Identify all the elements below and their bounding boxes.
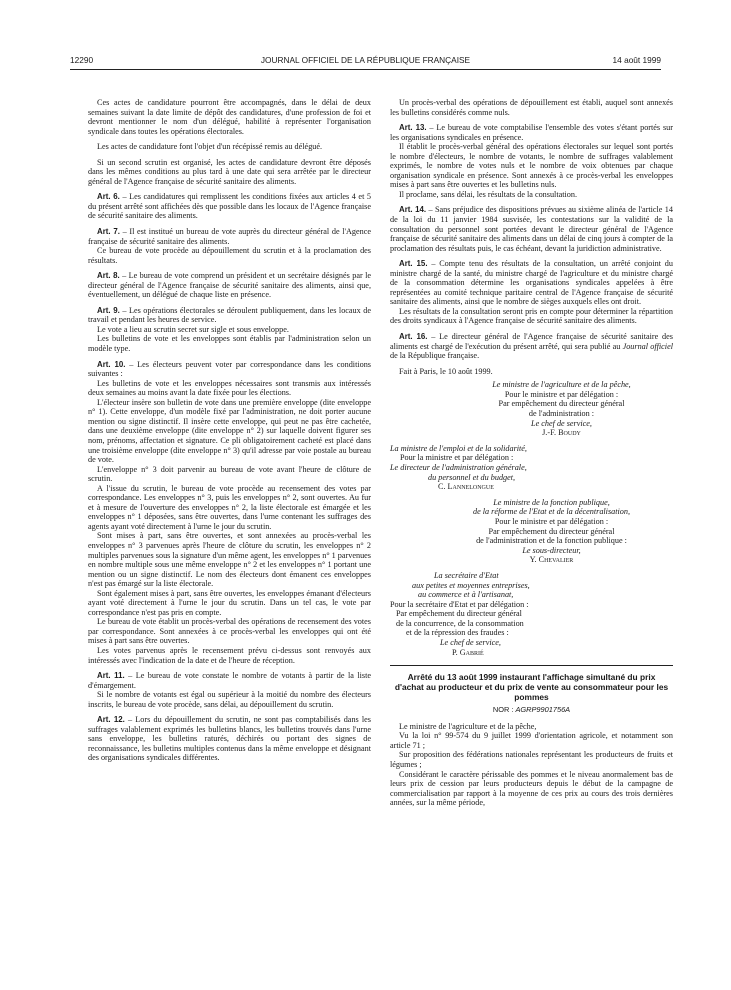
paragraph: Ce bureau de vote procède au dépouillement du scrutin et à la proclamation des résultats.: [88, 246, 371, 265]
article-label: Art. 12.: [97, 715, 125, 725]
paragraph: Vu la loi n° 99-574 du 9 juillet 1999 d'orientation agricole, et notamment son article 71 ;: [390, 731, 673, 750]
article-7: Art. 7. – Il est institué un bureau de vote auprès du directeur général de l'Agence française de sécurité sanitaire des aliments.: [88, 227, 371, 246]
article-label: Art. 8.: [97, 271, 120, 281]
paragraph: Il établit le procès-verbal général des opérations électorales sur lequel sont portés le nombre d'électeurs, le nombre de votants, le nombre de suffrages valablement exprimés, le nombre de votes nuls et le nombre de voix obtenues par chaque organisation syndicale en présence. Sont annexés à ce procès-verbal les enveloppes mises à part sans être ouvertes et les bulletins nuls.: [390, 142, 673, 190]
paragraph: Ces actes de candidature pourront être accompagnés, dans le délai de deux semaines suivant la date limite de dépôt des candidatures, d'une profession de foi et devront mentionner le nom d'un délégué, habilité à représenter l'organisation syndicale dans toutes les opérations électorales.: [88, 98, 371, 136]
paragraph: L'électeur insère son bulletin de vote dans une première enveloppe (dite enveloppe n° 1). Cette enveloppe, d'un modèle fixé par l'administration, ne doit porter aucune mention ou signe distinctif. Il insère cette enveloppe, qui peut ne pas être cachetée, dans une deuxième enveloppe (dite enveloppe n° 2) sur laquelle doivent figurer ses nom, prénoms, affectation et signature. Ce pli obligatoirement cacheté est placé dans une troisième enveloppe (dite enveloppe n° 3) qu'il adresse par voie postale au bureau de vote.: [88, 397, 371, 465]
done-at: Fait à Paris, le 10 août 1999.: [399, 366, 493, 376]
section-separator: [390, 665, 673, 666]
paragraph: Les bulletins de vote et les enveloppes sont établis par l'administration selon un modèle type.: [88, 334, 371, 354]
article-label: Art. 6.: [97, 192, 120, 202]
nor-reference: NOR : AGRP9901756A: [492, 705, 571, 715]
paragraph: Les résultats de la consultation seront pris en compte pour déterminer la répartition des droits syndicaux à l'Agence française de sécurité sanitaire des aliments.: [390, 306, 673, 326]
paragraph: Sont mises à part, sans être ouvertes, et sont annexées au procès-verbal les enveloppes n° 3 parvenues après l'heure de clôture du scrutin, les enveloppes n° 2 multiples parvenues sous la signature d'un même agent, les enveloppes n° 1 parvenues en nombre multiple sous une même enveloppe n° 2 et les enveloppes n° 1 portant une mention ou un signe distinctif. Le nom des électeurs dont émanent ces enveloppes n'est pas émargé sur la liste électorale.: [88, 531, 371, 589]
article-6: Art. 6. – Les candidatures qui remplissent les conditions fixées aux articles 4 et 5 du présent arrêté sont affichées dès que possible dans les locaux de l'Agence française de sécurité sanitaire des aliments.: [88, 192, 372, 221]
page-number: 12290: [70, 55, 94, 65]
article-label: Art. 7.: [97, 227, 120, 237]
article-label: Art. 9.: [97, 305, 120, 315]
header-rule: [70, 69, 661, 70]
article-14: Art. 14. – Sans préjudice des dispositions prévues au sixième alinéa de l'article 14 de la loi du 11 janvier 1984 susvisée, les contestations sur la validité de la consultation du personnel sont portées devant le directeur général de l'Agence française de sécurité sanitaire des aliments dans un délai de cinq jours à compter de la proclamation des résultats puis, le cas échéant, devant la juridiction administrative.: [390, 205, 673, 253]
paragraph: Sont également mises à part, sans être ouvertes, les enveloppes émanant d'électeurs ayant voté directement à l'urne le jour du scrutin. Dans un tel cas, le vote par correspondance n'est pas pris en compte.: [88, 588, 371, 617]
paragraph: Le ministre de l'agriculture et de la pêche,: [399, 721, 537, 731]
signatory-name: C. Lannelongue: [438, 482, 494, 492]
paragraph: A l'issue du scrutin, le bureau de vote procède au recensement des votes par correspondance. Les enveloppes n° 3, puis les enveloppes n° 2, sont ouvertes. Au fur et à mesure de l'ouverture des enveloppes n° 2, la liste électorale est émargée et les enveloppes n° 1 déposées, sans être ouvertes, dans l'urne contenant les suffrages des agents ayant voté directement à l'urne le jour du scrutin.: [88, 483, 371, 531]
paragraph: Un procès-verbal des opérations de dépouillement est établi, auquel sont annexés les bulletins considérés comme nuls.: [390, 98, 673, 117]
signatory-name: J.-F. Boudy: [542, 428, 581, 438]
article-label: Art. 11.: [97, 671, 125, 681]
paragraph: Les actes de candidature font l'objet d'un récépissé remis au délégué.: [97, 142, 323, 152]
paragraph: Le bureau de vote établit un procès-verbal des opérations de recensement des votes par correspondance. Sont annexées à ce procès-verbal les enveloppes qui ont été mises à part sans être ouvertes.: [88, 617, 371, 646]
article-13: Art. 13. – Le bureau de vote comptabilise l'ensemble des votes s'étant portés sur les organisations syndicales en présence.: [390, 123, 673, 142]
article-12: Art. 12. – Lors du dépouillement du scrutin, ne sont pas comptabilisés dans les suffrages valablement exprimés les bulletins blancs, les bulletins trouvés dans l'urne sans enveloppe, les bulletins raturés, déchirés ou portant des signes de reconnaissance, les bulletins multiples contenus dans la même enveloppe et désignant des organisations syndicales différentes.: [88, 715, 371, 763]
signatory-name: P. Gabrié: [452, 647, 484, 657]
article-15: Art. 15. – Compte tenu des résultats de la consultation, un arrêté conjoint du ministre chargé de la santé, du ministre chargé de l'agriculture et du ministre chargé de la consommation détermine les organisations syndicales appelées à être représentées au comité technique paritaire central de l'Agence française de sécurité sanitaire des aliments, ainsi que le nombre de sièges auxquels elles ont droit.: [390, 259, 673, 307]
paragraph: L'enveloppe n° 3 doit parvenir au bureau de vote avant l'heure de clôture de scrutin.: [88, 464, 371, 484]
signatory-name: Y. Chevalier: [529, 555, 574, 565]
article-16: Art. 16. – Le directeur général de l'Agence française de sécurité sanitaire des aliments est chargé de l'exécution du présent arrêté, qui sera publié au Journal officiel de la République française.: [390, 332, 673, 361]
article-8: Art. 8. – Le bureau de vote comprend un président et un secrétaire désignés par le directeur général de l'Agence française de sécurité sanitaire des aliments, ainsi que, éventuellement, un délégué de chaque liste en présence.: [88, 271, 371, 300]
page-header: [70, 55, 661, 69]
journal-reference: Journal officiel: [622, 341, 673, 351]
paragraph: Considérant le caractère périssable des pommes et le niveau anormalement bas de leurs prix de cession par leurs producteurs depuis le début de la campagne de commercialisation par rapport à la moyenne de ces prix au cours des trois dernières années, sur la même période,: [390, 769, 673, 808]
journal-title: JOURNAL OFFICIEL DE LA RÉPUBLIQUE FRANÇAISE: [260, 55, 471, 65]
left-column: [88, 98, 371, 769]
paragraph: Il proclame, sans délai, les résultats de la consultation.: [399, 189, 578, 199]
article-label: Art. 14.: [399, 205, 427, 215]
article-9: Art. 9. – Les opérations électorales se déroulent publiquement, dans les locaux de travail et pendant les heures de service.: [88, 305, 371, 325]
paragraph: Si un second scrutin est organisé, les actes de candidature devront être déposés dans les mêmes conditions au plus tard à une date qui sera arrêtée par le directeur général de l'Agence française de sécurité sanitaire des aliments.: [88, 157, 371, 186]
signature-block-fonction-publique: Le ministre de la fonction publique, de la réforme de l'Etat et de la décentralisation, Pour le ministre et par délégation : Par empêchement du directeur général de l'administration et de la fonction publique : Le sous-directeur, Y. Chevalier: [390, 498, 673, 565]
article-label: Art. 15.: [399, 259, 428, 269]
right-column: [390, 98, 673, 808]
decree-title: Arrêté du 13 août 1999 instaurant l'affichage simultané du prix d'achat au producteur et du prix de vente au consommateur pour les pommes: [394, 672, 669, 703]
signature-block-commerce: La secrétaire d'Etat aux petites et moyennes entreprises, au commerce et à l'artisanat, Pour la secrétaire d'Etat et par délégation : Par empêchement du directeur général de la concurrence, de la consommation et de la répression des fraudes : Le chef de service, P. Gabrié: [390, 571, 673, 657]
issue-date: 14 août 1999: [612, 55, 661, 65]
paragraph: Le vote a lieu au scrutin secret sur sigle et sous enveloppe.: [97, 324, 289, 334]
paragraph: Sur proposition des fédérations nationales représentant les producteurs de fruits et légumes ;: [390, 750, 673, 769]
signature-block-emploi: La ministre de l'emploi et de la solidarité, Pour la ministre et par délégation : Le directeur de l'administration générale, du personnel et du budget, C. Lannelongue: [390, 444, 673, 492]
paragraph: Les votes parvenus après le recensement prévu ci-dessus sont renvoyés aux intéressés avec l'indication de la date et de l'heure de réception.: [88, 645, 371, 665]
paragraph: Si le nombre de votants est égal ou supérieur à la moitié du nombre des électeurs inscrits, le bureau de vote procède, sans délai, au dépouillement du scrutin.: [88, 690, 371, 709]
article-11: Art. 11. – Le bureau de vote constate le nombre de votants à partir de la liste d'émargement.: [88, 671, 371, 690]
paragraph: Les bulletins de vote et les enveloppes nécessaires sont transmis aux intéressés deux semaines au moins avant la date fixée pour les élections.: [88, 378, 371, 398]
article-10: Art. 10. – Les électeurs peuvent voter par correspondance dans les conditions suivantes :: [88, 359, 371, 379]
article-label: Art. 13.: [399, 123, 427, 133]
signature-block-agriculture: Le ministre de l'agriculture et de la pêche, Pour le ministre et par délégation : Par empêchement du directeur général de l'administration : Le chef de service, J.-F. Boudy: [390, 380, 673, 438]
article-label: Art. 16.: [399, 332, 428, 342]
article-label: Art. 10.: [97, 359, 126, 369]
